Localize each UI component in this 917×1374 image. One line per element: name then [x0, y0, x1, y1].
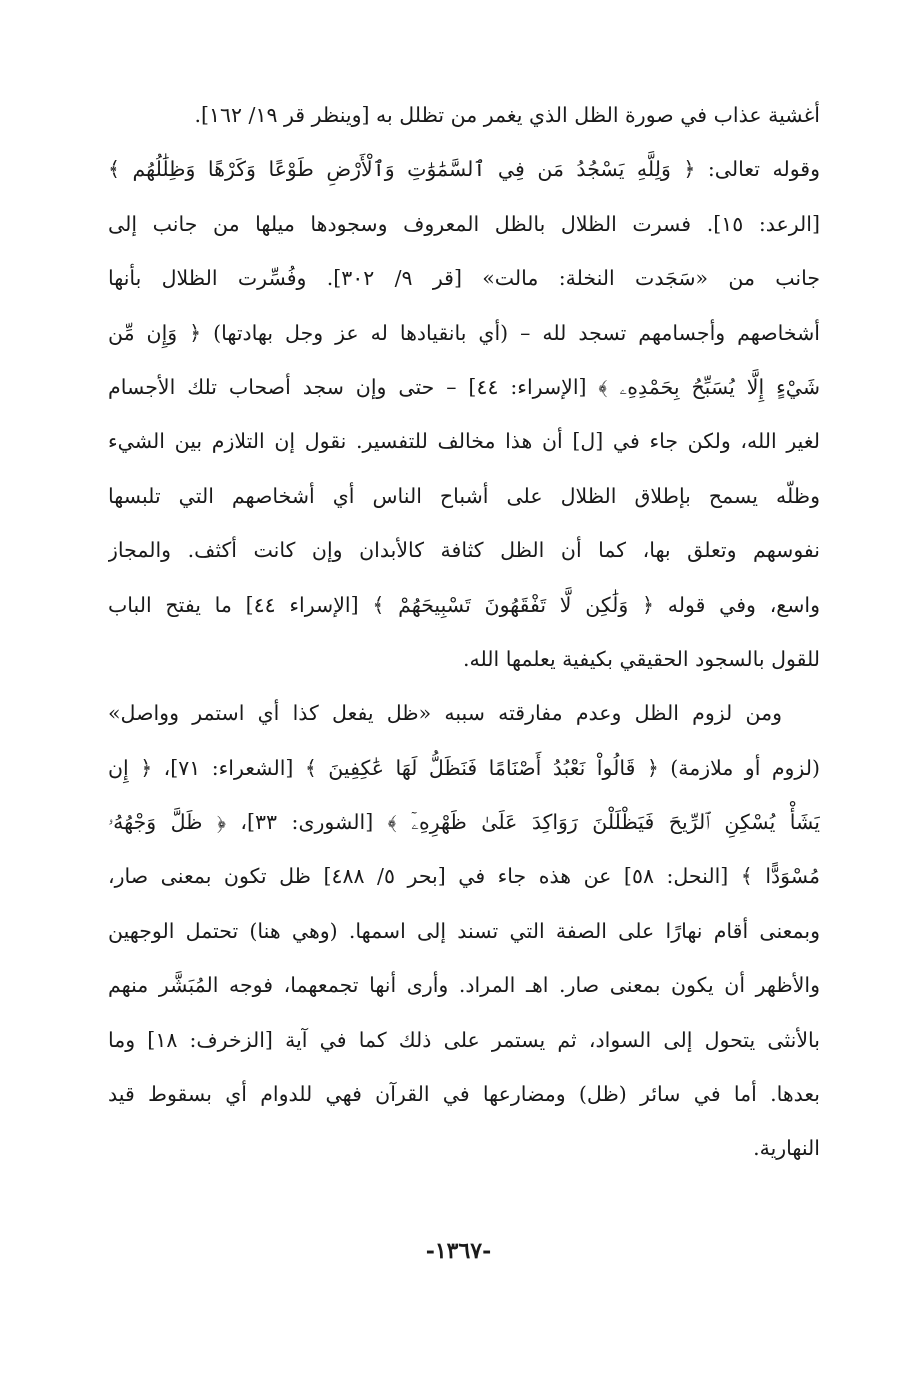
- text-line: أغشية عذاب في صورة الظل الذي يغمر من تظلل به [وينظر قر ١٩/ ١٦٢].: [194, 103, 820, 127]
- text-line: أشخاصهم وأجسامهم تسجد لله – (أي بانقيادها له عز وجل بهادتها) ﴿ وَإِن مِّن: [108, 320, 820, 345]
- body-text: [108, 88, 820, 1176]
- text-line: النهارية.: [753, 1136, 820, 1161]
- page-number: -١٣٦٧-: [425, 1238, 492, 1264]
- text-line: وظلّه يسمح بإطلاق الظلال على أشباح الناس أي أشخاصهم التي تلبسها: [108, 483, 820, 508]
- text-line: ومن لزوم الظل وعدم مفارقته سببه «ظل يفعل كذا أي استمر وواصل»: [108, 701, 782, 726]
- text-line: جانب من «سَجَدت النخلة: مالت» [قر ٩/ ٣٠٢]. وفُسِّرت الظلال بأنها: [108, 266, 820, 291]
- text-line: لغير الله، ولكن جاء في [ل] أن هذا مخالف للتفسير. نقول إن التلازم بين الشيء: [108, 429, 820, 454]
- text-line: شَيْءٍ إِلَّا يُسَبِّحُ بِحَمْدِهِۦ ﴾ [الإسراء: ٤٤] – حتى وإن سجد أصحاب تلك الأجسام: [108, 374, 820, 399]
- text-line: للقول بالسجود الحقيقي بكيفية يعلمها الله.: [462, 646, 820, 671]
- text-line: بالأنثى يتحول إلى السواد، ثم يستمر على ذلك كما في آية [الزخرف: ١٨] وما: [108, 1027, 820, 1052]
- text-line: والأظهر أن يكون بمعنى صار. اهـ المراد. وأرى أنها تجمعهما، فوجه المُبَشَّر منهم: [108, 973, 820, 998]
- text-line: مُسْوَدًّا ﴾ [النحل: ٥٨] عن هذه جاء في [بحر ٥/ ٤٨٨] ظل تكون بمعنى صار،: [108, 864, 820, 889]
- text-line: (لزوم أو ملازمة) ﴿ قَالُواْ نَعْبُدُ أَصْنَامًا فَنَظَلُّ لَهَا عَٰكِفِينَ ﴾ [الشعراء: ٧١]، ﴿ إِن: [108, 755, 820, 780]
- text-line: وقوله تعالى: ﴿ وَلِلَّهِ يَسْجُدُ مَن فِي ٱلسَّمَٰوَٰتِ وَٱلْأَرْضِ طَوْعًا وَكَرْهًا وَظِلَٰلُهُم ﴾: [108, 157, 820, 182]
- text-line: واسع، وفي قوله ﴿ وَلَٰكِن لَّا تَفْقَهُونَ تَسْبِيحَهُمْ ﴾ [الإسراء ٤٤] ما يفتح الباب: [108, 592, 820, 617]
- text-line: [الرعد: ١٥]. فسرت الظلال بالظل المعروف وسجودها ميلها من جانب إلى: [108, 211, 820, 236]
- text-line: نفوسهم وتعلق بها، كما أن الظل كثافة كالأبدان وإن كانت أكثف. والمجاز: [108, 538, 820, 563]
- text-line: يَشَأْ يُسْكِنِ ٱلرِّيحَ فَيَظْلَلْنَ رَوَاكِدَ عَلَىٰ ظَهْرِهِۦٓ ﴾ [الشورى: ٣٣]، ﴿ ظَلَّ وَجْهُهُۥ: [108, 810, 820, 835]
- text-line: وبمعنى أقام نهارًا على الصفة التي تسند إلى اسمها. (وهي هنا) تحتمل الوجهين: [108, 918, 820, 943]
- text-line: بعدها. أما في سائر (ظل) ومضارعها في القرآن فهي للدوام أي بسقوط قيد: [108, 1082, 820, 1107]
